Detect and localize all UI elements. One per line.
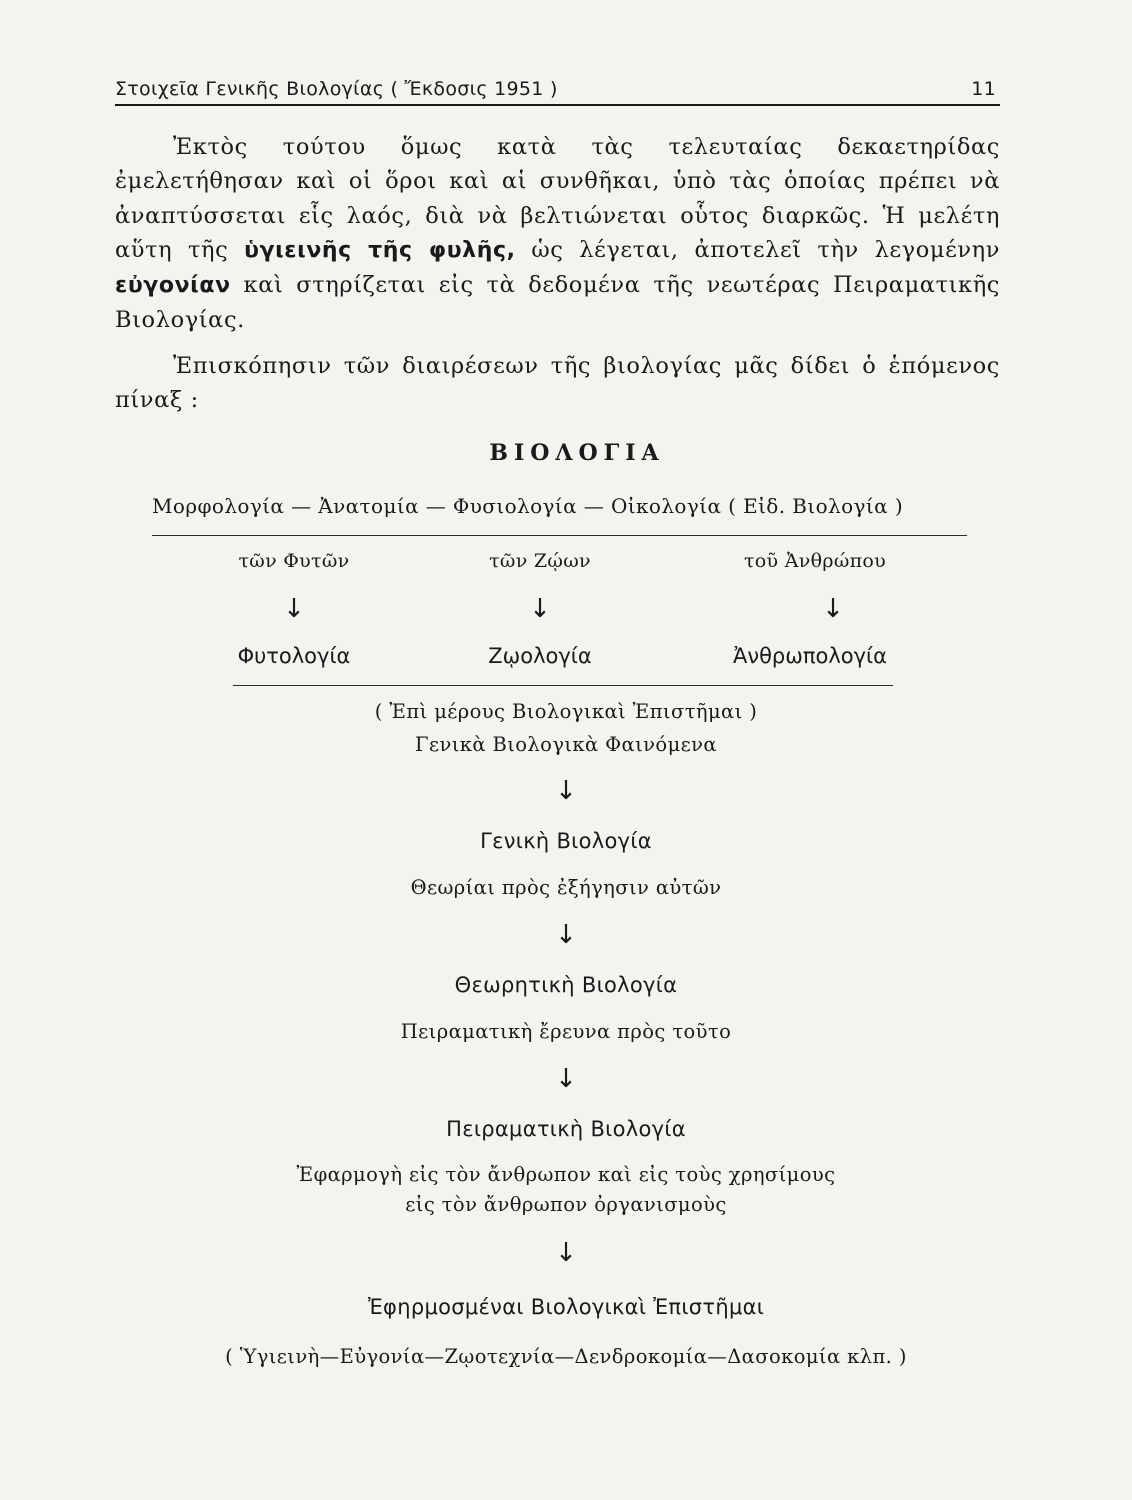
theories-line: Θεωρίαι πρὸς ἐξήγησιν αὐτῶν <box>410 876 722 899</box>
paragraph-text: ὡς λέγεται, ἀποτελεῖ τὴν λεγομένην <box>515 236 1000 263</box>
arrow-down-icon: ↓ <box>529 594 551 624</box>
theoretical-biology: Θεωρητικὴ Βιολογία <box>454 973 678 997</box>
column-name-phytology: Φυτολογία <box>237 644 351 668</box>
paragraph-text: καὶ στηρίζεται εἰς τὰ δεδομένα τῆς νεωτέρας Πειραματικῆς Βιολογίας. <box>115 272 1000 334</box>
experimental-biology: Πειραματικὴ Βιολογία <box>446 1117 686 1141</box>
biology-branches: Μορφολογία — Ἀνατομία — Φυσιολογία — Οἰκολογία ( Εἰδ. Βιολογία ) <box>152 494 904 518</box>
general-phenomena: Γενικὰ Βιολογικὰ Φαινόμενα <box>415 733 717 756</box>
paragraph-eugenics <box>115 130 1000 338</box>
diagram-title: ΒΙΟΛΟΓΙΑ <box>489 440 665 466</box>
application-line-1: Ἐφαρμογὴ εἰς τὸν ἄνθρωπον καὶ εἰς τοὺς χρησίμους <box>296 1163 836 1186</box>
bold-term-racial-hygiene: ὑγιεινῆς τῆς φυλῆς, <box>244 237 516 263</box>
application-line-2: εἰς τὸν ἄνθρωπον ὀργανισμοὺς <box>405 1193 727 1216</box>
experimental-research-line: Πειραματικὴ ἔρευνα πρὸς τοῦτο <box>400 1020 732 1043</box>
general-biology: Γενικὴ Βιολογία <box>480 829 652 853</box>
bold-term-eugenics: εὐγονίαν <box>115 273 231 299</box>
paragraph-overview: Ἐπισκόπησιν τῶν διαιρέσεων τῆς βιολογίας μᾶς δίδει ὁ ἑπόμενος πίναξ : <box>115 353 1000 414</box>
book-title: Στοιχεῖα Γενικῆς Βιολογίας ( Ἔκδοσις 1951 ) <box>115 78 558 100</box>
column-sub-animals: τῶν Ζῴων <box>489 550 591 572</box>
arrow-down-icon: ↓ <box>555 920 577 950</box>
arrow-down-icon: ↓ <box>555 1064 577 1094</box>
applied-sciences: Ἐφηρμοσμέναι Βιολογικαὶ Ἐπιστῆμαι <box>367 1295 765 1319</box>
partial-sciences-note: ( Ἐπὶ μέρους Βιολογικαὶ Ἐπιστῆμαι ) <box>374 700 758 723</box>
arrow-down-icon: ↓ <box>283 594 305 624</box>
column-sub-plants: τῶν Φυτῶν <box>238 550 350 572</box>
column-name-anthropology: Ἀνθρωπολογία <box>732 644 887 668</box>
divider <box>233 685 893 686</box>
divider <box>152 535 967 536</box>
arrow-down-icon: ↓ <box>555 1238 577 1268</box>
column-name-zoology: Ζῳολογία <box>488 644 592 668</box>
paragraph-text: Ἐκτὸς τούτου ὅμως κατὰ τὰς τελευταίας δεκαετηρίδας ἐμελετήθησαν καὶ οἱ ὅροι καὶ αἱ συνθῆκαι, ὑπὸ τὰς ὁποίας πρέπει νὰ ἀναπτύσσεται εἷς λαός, διὰ νὰ βελτιώνεται οὗτος διαρκῶς. Ἡ μελέτη αὕτη τῆς <box>115 134 1000 263</box>
arrow-down-icon: ↓ <box>555 776 577 806</box>
column-sub-humans: τοῦ Ἀνθρώπου <box>744 550 886 572</box>
page-number: 11 <box>971 78 996 100</box>
applied-examples: ( Ὑγιεινὴ—Εὐγονία—Ζῳοτεχνία—Δενδροκομία—Δασοκομία κλπ. ) <box>225 1345 907 1368</box>
running-header <box>115 76 1000 106</box>
arrow-down-icon: ↓ <box>822 594 844 624</box>
